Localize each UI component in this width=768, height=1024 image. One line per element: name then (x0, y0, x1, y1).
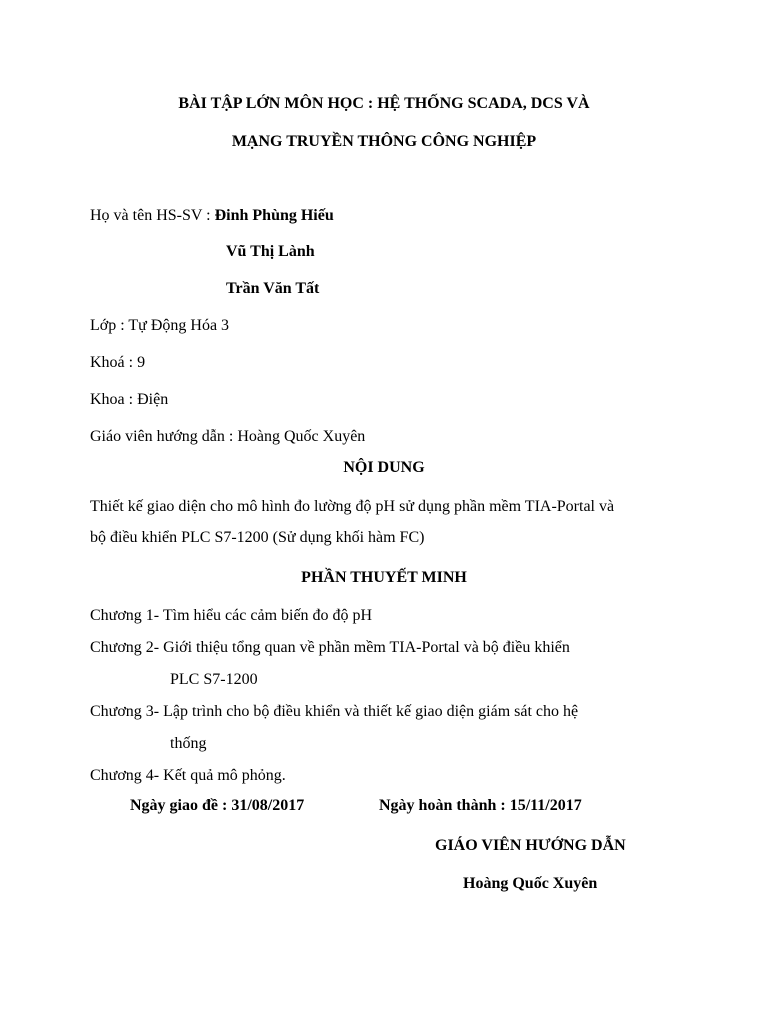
content-line-2: bộ điều khiển PLC S7-1200 (Sử dụng khối hàm FC) (90, 529, 425, 546)
course-line: Khoá : 9 (90, 354, 146, 371)
student-name-3: Trần Văn Tất (226, 280, 320, 297)
chapter-2-line-2: PLC S7-1200 (170, 671, 258, 688)
chapter-3-line-2: thống (170, 735, 207, 752)
student-name-2: Vũ Thị Lành (226, 243, 315, 260)
student-name-1: Đinh Phùng Hiếu (214, 207, 334, 224)
students-label: Họ và tên HS-SV : (90, 207, 215, 224)
chapter-2-line-1: Chương 2- Giới thiệu tổng quan về phần mềm TIA-Portal và bộ điều khiển (90, 639, 570, 656)
title-line-1: BÀI TẬP LỚN MÔN HỌC : HỆ THỐNG SCADA, DCS VÀ (178, 95, 590, 112)
students-row (90, 206, 334, 226)
chapter-4: Chương 4- Kết quả mô phỏng. (90, 767, 286, 784)
signature-title: GIÁO VIÊN HƯỚNG DẪN (435, 837, 626, 854)
faculty-line: Khoa : Điện (90, 391, 169, 408)
signature-name: Hoàng Quốc Xuyên (463, 875, 598, 892)
completed-date: Ngày hoàn thành : 15/11/2017 (379, 797, 582, 814)
title-line-2: MẠNG TRUYỀN THÔNG CÔNG NGHIỆP (231, 133, 537, 150)
assigned-date: Ngày giao đề : 31/08/2017 (130, 797, 305, 814)
explanation-heading: PHẦN THUYẾT MINH (301, 569, 467, 586)
chapter-3-line-1: Chương 3- Lập trình cho bộ điều khiển và thiết kế giao diện giám sát cho hệ (90, 703, 579, 720)
content-heading: NỘI DUNG (343, 459, 425, 476)
chapter-1: Chương 1- Tìm hiểu các cảm biến đo độ pH (90, 607, 373, 624)
content-line-1: Thiết kế giao diện cho mô hình đo lường độ pH sử dụng phần mềm TIA-Portal và (90, 498, 615, 515)
advisor-line: Giáo viên hướng dẫn : Hoàng Quốc Xuyên (90, 428, 366, 445)
class-line: Lớp : Tự Động Hóa 3 (90, 317, 230, 334)
